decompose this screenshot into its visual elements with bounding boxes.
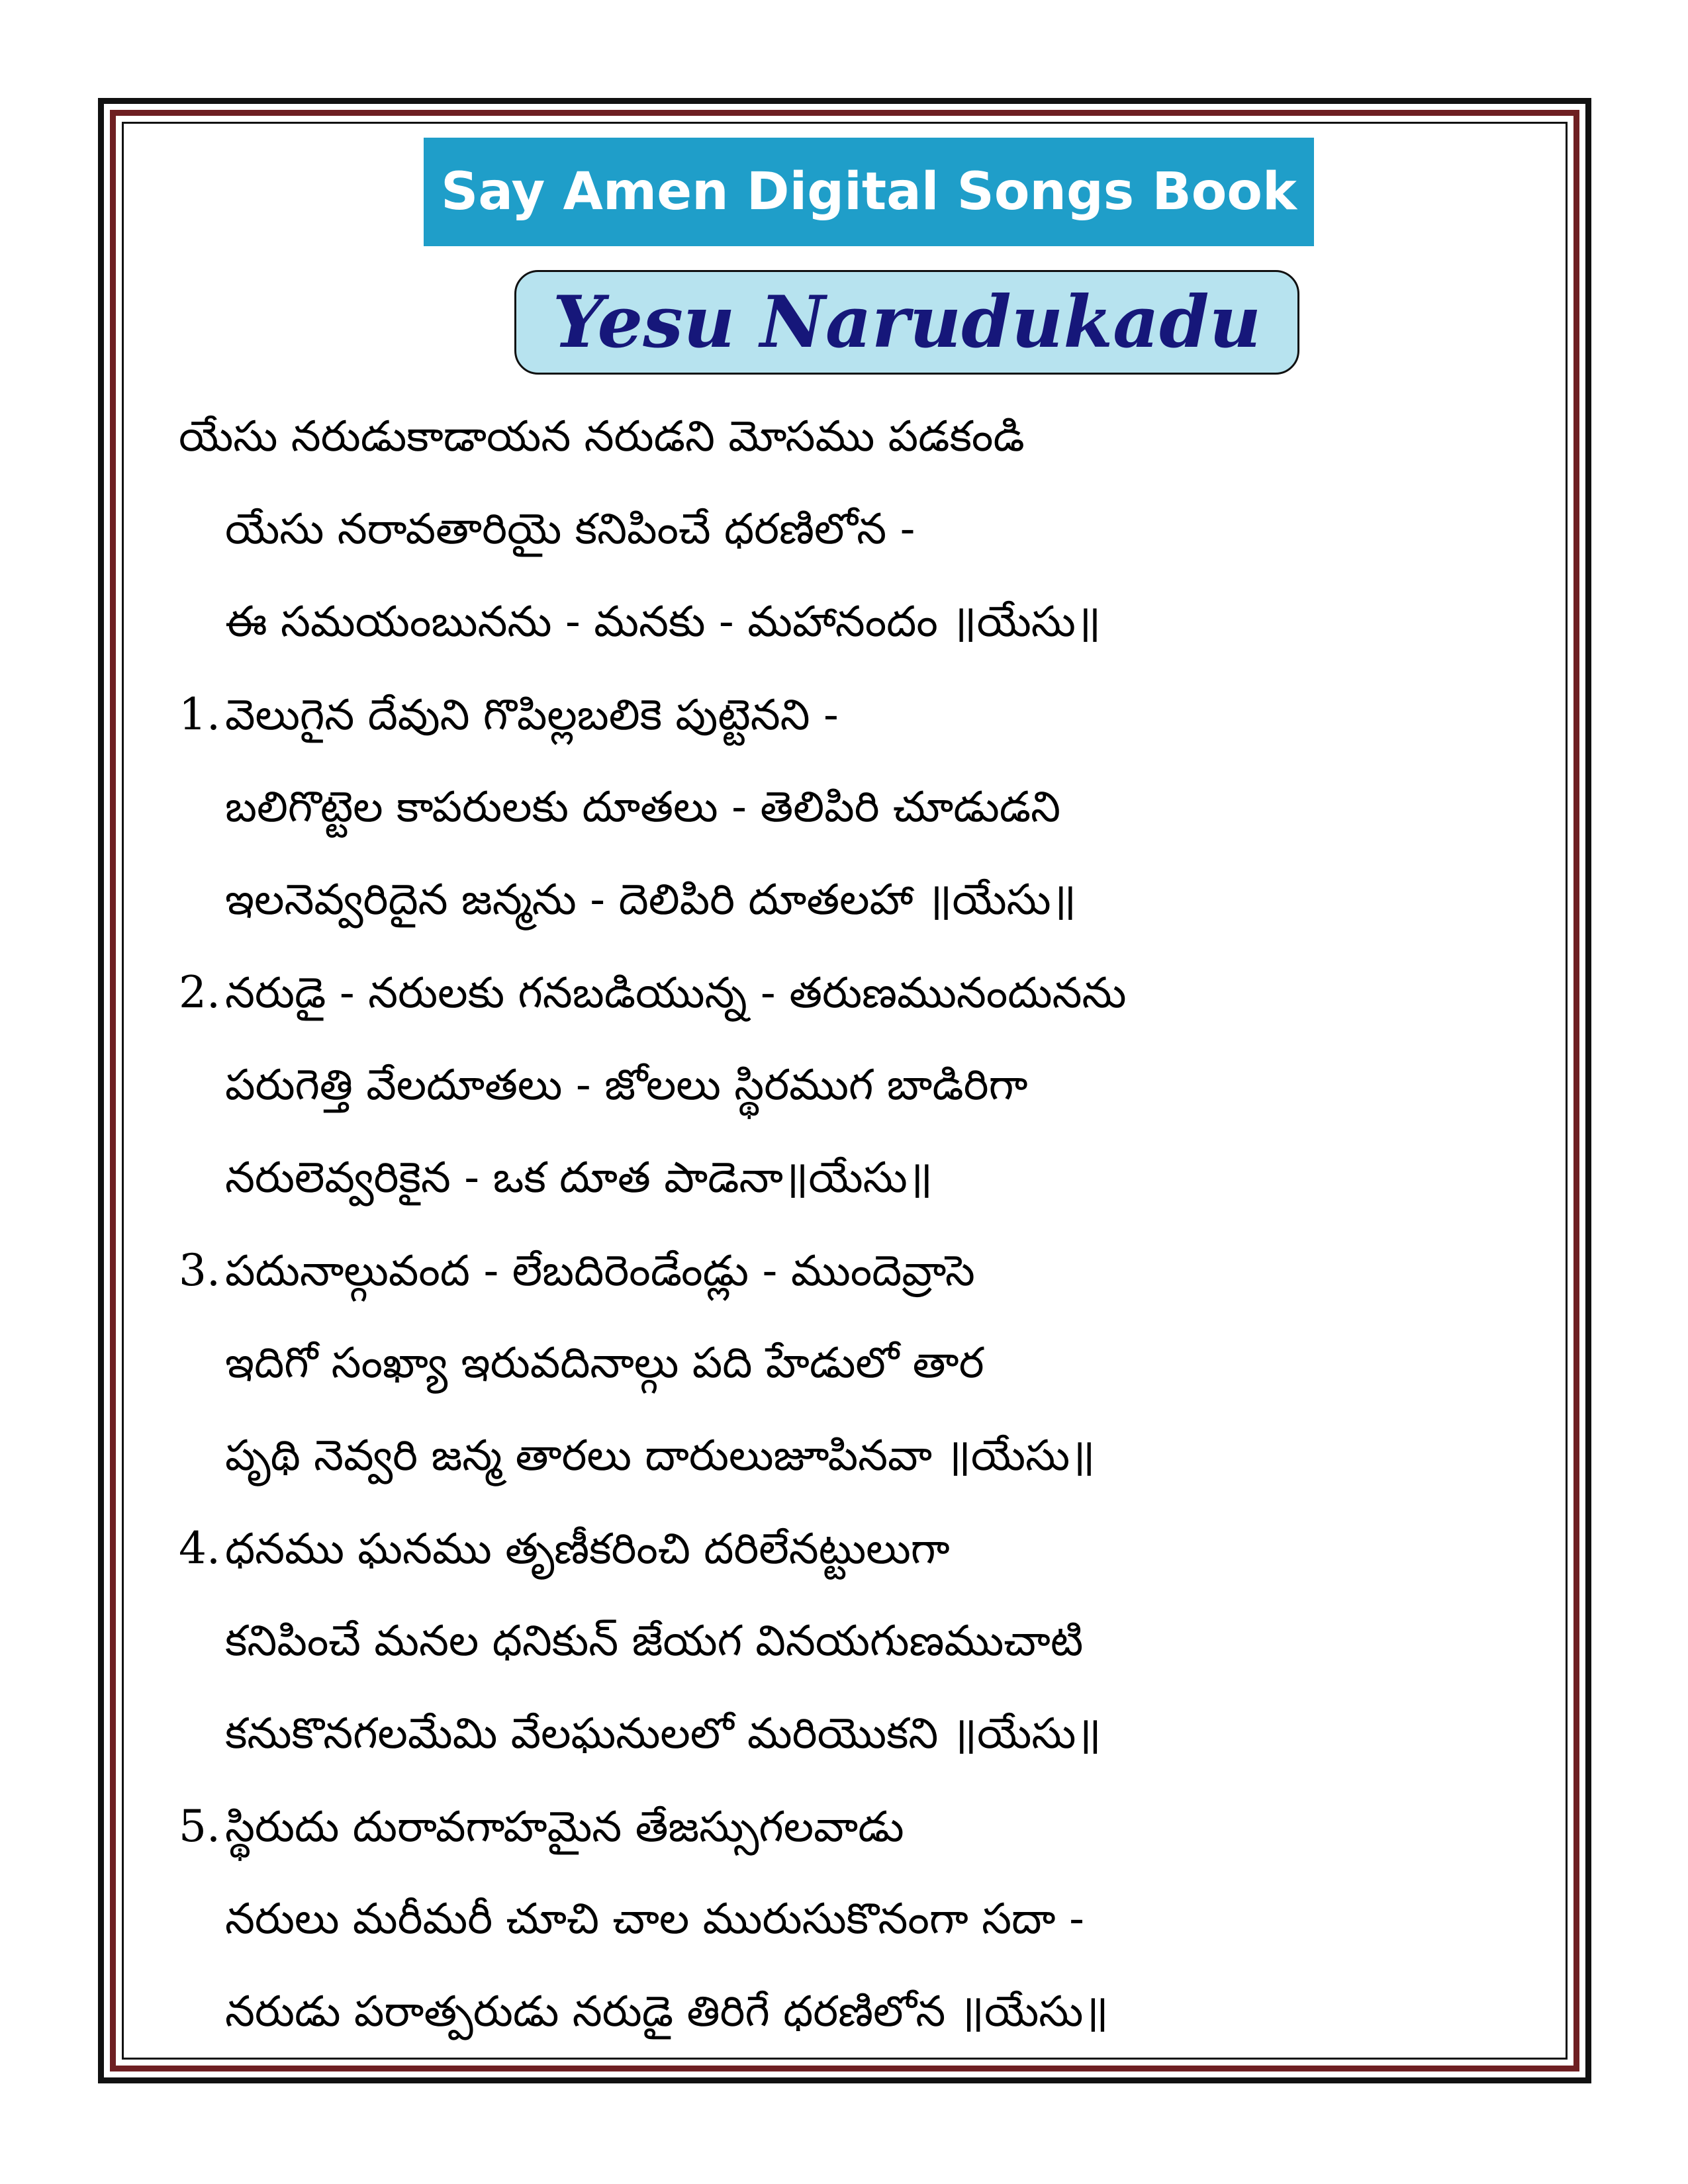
lyric-line — [179, 1039, 1436, 1132]
lyric-line — [179, 668, 1436, 761]
lyric-line — [179, 1966, 1436, 2058]
lyric-line — [179, 1502, 1436, 1595]
lyric-line — [179, 1317, 1436, 1410]
lyric-line — [179, 946, 1436, 1039]
stanza-number: 3. — [179, 1245, 220, 1296]
lyric-line — [179, 854, 1436, 946]
stanza-number: 2. — [179, 967, 220, 1018]
lyric-line — [179, 1410, 1436, 1502]
stanza-number: 4. — [179, 1523, 220, 1574]
lyric-text: నరులు మరీమరీ చూచి చాల మురుసుకొనంగా సదా - — [225, 1895, 1085, 1944]
lyric-line — [179, 1132, 1436, 1224]
lyric-line — [179, 761, 1436, 854]
lyric-text: నరుడై - నరులకు గనబడియున్న - తరుణమునందునను — [225, 969, 1127, 1018]
lyric-text: బలిగొట్టెల కాపరులకు దూతలు - తెలిపిరి చూడుడని — [225, 783, 1061, 832]
lyric-text: పరుగెత్తి వేలదూతలు - జోలలు స్థిరముగ బాడిరిగా — [225, 1061, 1028, 1110]
lyric-text: వెలుగైన దేవుని గొపిల్లబలికె పుట్టెనని - — [225, 691, 839, 740]
lyric-text: యేసు నరుడుకాడాయన నరుడని మోసము పడకండి — [179, 412, 1025, 461]
lyric-line — [179, 1873, 1436, 1966]
lyric-text: యేసు నరావతారియై కనిపించే ధరణిలోన - — [225, 505, 915, 554]
song-lyrics — [179, 390, 1436, 2058]
lyric-text: కనిపించే మనల ధనికున్ జేయగ వినయగుణముచాటి — [225, 1617, 1084, 1666]
lyric-line — [179, 1780, 1436, 1873]
lyric-line — [179, 483, 1436, 576]
stanza-number: 1. — [179, 689, 220, 740]
stanza-number: 5. — [179, 1801, 220, 1852]
songbook-banner: Say Amen Digital Songs Book — [424, 138, 1314, 246]
lyric-line — [179, 1688, 1436, 1780]
lyric-text: కనుకొనగలమేమి వేలఘనులలో మరియొకని ॥యేసు॥ — [225, 1709, 1102, 1758]
lyric-text: ఇదిగో సంఖ్యా ఇరువదినాల్గు పది హేడులో తార — [225, 1339, 984, 1388]
lyric-text: పదునాల్గువంద - లేబదిరెండేండ్లు - ముందెవ్రాసె — [225, 1247, 975, 1296]
lyric-text: ఈ సమయంబునను - మనకు - మహానందం ॥యేసు॥ — [225, 598, 1102, 647]
lyric-text: నరుడు పరాత్పరుడు నరుడై తిరిగే ధరణిలోన ॥యేసు॥ — [225, 1987, 1109, 2036]
lyric-text: పృథి నెవ్వరి జన్మ తారలు దారులుజూపినవా ॥యేసు॥ — [225, 1432, 1096, 1480]
lyric-line — [179, 576, 1436, 668]
lyric-text: ధనము ఘనము తృణీకరించి దరిలేనట్టులుగా — [225, 1525, 950, 1574]
lyric-text: ఇలనెవ్వరిదైన జన్మను - దెలిపిరి దూతలహా ॥యేసు॥ — [225, 876, 1077, 925]
lyric-line — [179, 1595, 1436, 1688]
lyric-text: స్థిరుదు దురావగాహమైన తేజస్సుగలవాడు — [225, 1803, 904, 1852]
lyric-line — [179, 390, 1436, 483]
song-title: Yesu Narudukadu — [514, 270, 1299, 375]
lyric-text: నరులెవ్వరికైన - ఒక దూత పాడెనా॥యేసు॥ — [225, 1154, 933, 1203]
lyric-line — [179, 1224, 1436, 1317]
